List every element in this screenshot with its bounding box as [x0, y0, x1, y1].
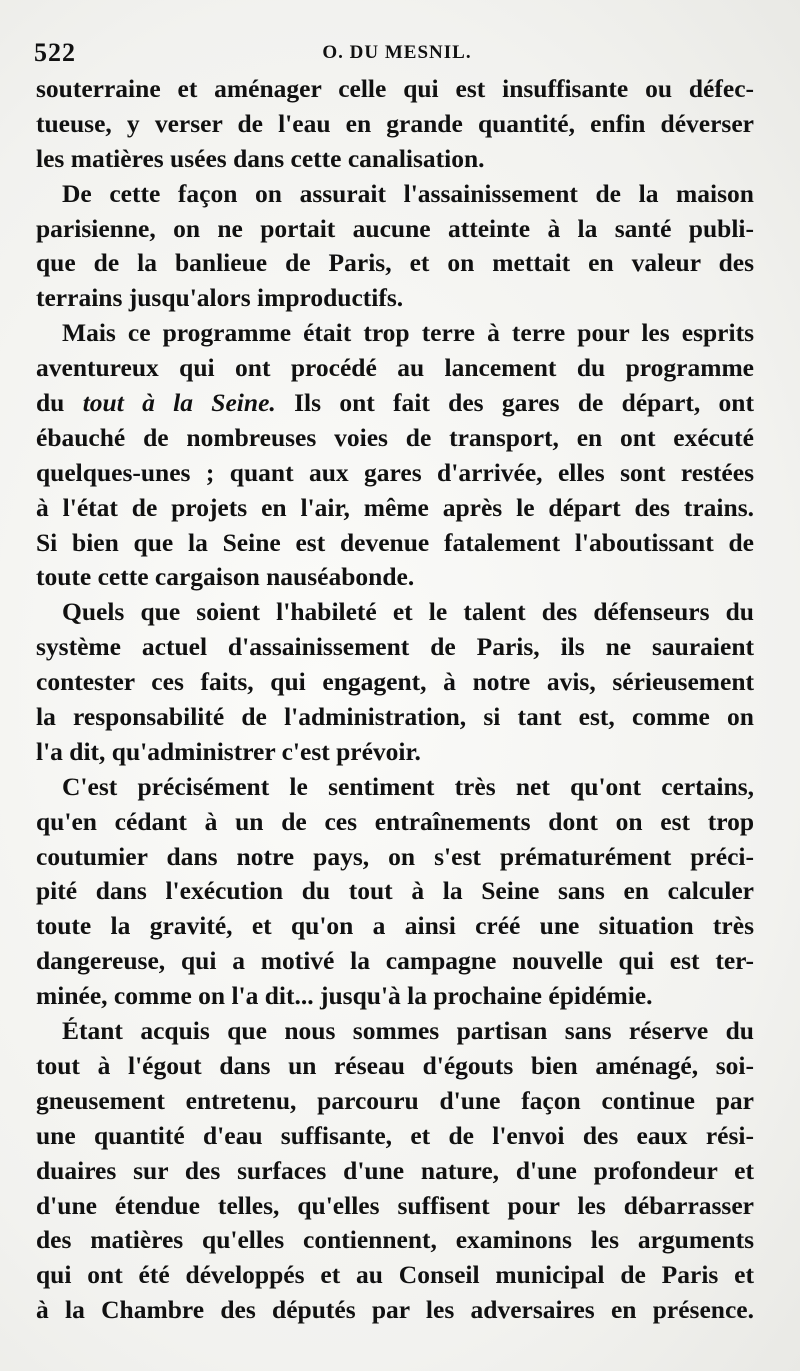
running-head: O. DU MESNIL. [322, 42, 472, 63]
text-line: terrains jusqu'alors improductifs. [36, 283, 404, 313]
text-line: Étant acquis que nous sommes partisan sans réserve du [62, 1016, 754, 1046]
text-line: C'est précisément le sentiment très net qu'ont certains, [62, 771, 754, 801]
text-line: parisienne, on ne portait aucune atteinte à la santé publi- [36, 213, 754, 243]
text-line: coutumier dans notre pays, on s'est prématurément préci- [36, 841, 754, 871]
text-line: quelques-unes ; quant aux gares d'arrivée, elles sont restées [36, 457, 754, 487]
text-line: pité dans l'exécution du tout à la Seine sans en calculer [36, 876, 754, 906]
text-line: l'a dit, qu'administrer c'est prévoir. [36, 736, 421, 766]
text-line: minée, comme on l'a dit... jusqu'à la prochaine épidémie. [36, 981, 653, 1011]
text-line: duaires sur des surfaces d'une nature, d'une profondeur et [36, 1155, 754, 1185]
text-fragment: du [36, 388, 83, 418]
text-line: tout à l'égout dans un réseau d'égouts bien aménagé, soi- [36, 1050, 754, 1080]
text-line: la responsabilité de l'administration, si tant est, comme on [36, 702, 754, 732]
text-line: à l'état de projets en l'air, même après le départ des trains. [36, 492, 754, 522]
text-line: Quels que soient l'habileté et le talent des défenseurs du [62, 597, 754, 627]
text-line: des matières qu'elles contiennent, examinons les arguments [36, 1225, 754, 1255]
text-fragment: Ils ont fait des gares de départ, ont [275, 388, 754, 418]
text-line: souterraine et aménager celle qui est insuffisante ou défec- [36, 74, 754, 103]
text-line: tueuse, y verser de l'eau en grande quantité, enfin déverser [36, 108, 754, 138]
text-line: à la Chambre des députés par les adversaires en présence. [36, 1295, 754, 1325]
text-line: De cette façon on assurait l'assainissement de la maison [62, 178, 754, 208]
text-line: ébauché de nombreuses voies de transport, en ont exécuté [36, 422, 754, 452]
text-line: une quantité d'eau suffisante, et de l'envoi des eaux rési- [36, 1120, 754, 1150]
text-line: que de la banlieue de Paris, et on mettait en valeur des [36, 248, 754, 278]
page-header [34, 38, 760, 68]
text-line: toute cette cargaison nauséabonde. [36, 562, 415, 592]
text-line: toute la gravité, et qu'on a ainsi créé une situation très [36, 911, 754, 941]
text-line-with-italic [36, 386, 754, 421]
text-line: d'une étendue telles, qu'elles suffisent pour les débarrasser [36, 1190, 754, 1220]
text-line: dangereuse, qui a motivé la campagne nouvelle qui est ter- [36, 946, 754, 976]
body-text [36, 72, 754, 1328]
text-line: Si bien que la Seine est devenue fatalement l'aboutissant de [36, 527, 754, 557]
text-line: Mais ce programme était trop terre à terre pour les esprits [62, 318, 754, 348]
text-line: les matières usées dans cette canalisation. [36, 143, 485, 173]
text-line: gneusement entretenu, parcouru d'une façon continue par [36, 1085, 754, 1115]
text-line: qui ont été développés et au Conseil municipal de Paris et [36, 1260, 754, 1290]
page-number: 522 [34, 38, 76, 67]
text-line: système actuel d'assainissement de Paris, ils ne sauraient [36, 632, 754, 662]
italic-phrase: tout à la Seine. [82, 388, 276, 418]
text-line: aventureux qui ont procédé au lancement du programme [36, 353, 754, 383]
text-line: contester ces faits, qui engagent, à notre avis, sérieusement [36, 667, 754, 697]
text-line: qu'en cédant à un de ces entraînements dont on est trop [36, 806, 754, 836]
